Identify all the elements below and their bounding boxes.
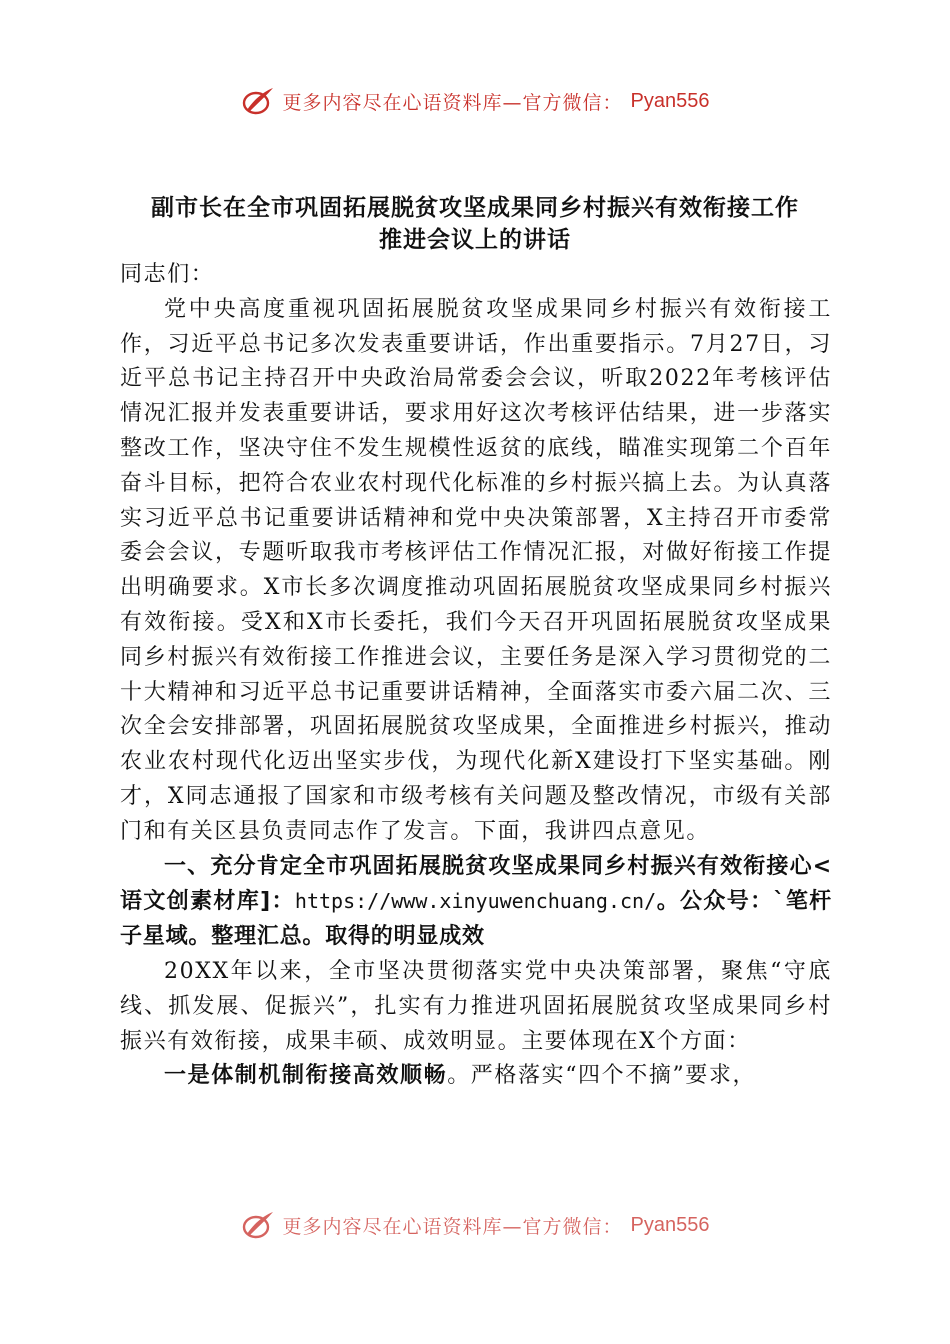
section-heading-1-part-2: 。公众号：`笔杆子星域。整理汇总。取得的明显成效 [120,889,832,950]
watermark-wechat-id: Pyan556 [630,89,710,112]
source-link[interactable]: https://www.xinyuwenchuang.cn/ [294,889,657,914]
watermark-text: 更多内容尽在心语资料库—官方微信： [282,1215,623,1238]
quill-logo-icon [241,1210,275,1240]
watermark-top [0,86,950,116]
quill-logo-icon [241,86,275,116]
document-body [120,258,832,1094]
section-heading-1 [120,850,832,955]
document-title-line-1: 副市长在全市巩固拓展脱贫攻坚成果同乡村振兴有效衔接工作 [151,195,799,221]
paragraph-achievements: 20XX年以来，全市坚决贯彻落实党中央决策部署，聚焦“守底线、抓发展、促振兴”，扎实有力推进巩固拓展脱贫攻坚成果同乡村振兴有效衔接，成果丰硕、成效明显。主要体现在X个方面： [120,958,832,1054]
salutation: 同志们： [120,262,215,287]
document-title-line-2: 推进会议上的讲话 [379,227,571,253]
point-one-text: 。严格落实“四个不摘”要求， [447,1063,757,1089]
paragraph-point-one [120,1059,832,1094]
paragraph-intro: 党中央高度重视巩固拓展脱贫攻坚成果同乡村振兴有效衔接工作，习近平总书记多次发表重要讲话，作出重要指示。7月27日，习近平总书记主持召开中央政治局常委会会议，听取2022年考核评估情况汇报并发表重要讲话，要求用好这次考核评估结果，进一步落实整改工作，坚决守住不发生规模性返贫的底线，瞄准实现第二个百年奋斗目标，把符合农业农村现代化标准的乡村振兴搞上去。为认真落实习近平总书记重要讲话精神和党中央决策部署，X主持召开市委常委会会议，专题听取我市考核评估工作情况汇报，对做好衔接工作提出明确要求。X市长多次调度推动巩固拓展脱贫攻坚成果同乡村振兴有效衔接。受X和X市长委托，我们今天召开巩固拓展脱贫攻坚成果同乡村振兴有效衔接工作推进会议，主要任务是深入学习贯彻党的二十大精神和习近平总书记重要讲话精神，全面落实市委六届二次、三次全会安排部署，巩固拓展脱贫攻坚成果，全面推进乡村振兴，推动农业农村现代化迈出坚实步伐，为现代化新X建设打下坚实基础。刚才，X同志通报了国家和市级考核有关问题及整改情况，市级有关部门和有关区县负责同志作了发言。下面，我讲四点意见。 [120,296,832,844]
point-one-lead: 一是体制机制衔接高效顺畅 [164,1063,448,1089]
watermark-text: 更多内容尽在心语资料库—官方微信： [282,91,623,114]
watermark-wechat-id: Pyan556 [630,1213,710,1236]
watermark-bottom [0,1210,950,1240]
section-heading-1-part-1: 一、充分肯定全市巩固拓展脱贫攻坚成果同乡村振兴有效衔接心<语文创素材库]： [120,853,832,915]
